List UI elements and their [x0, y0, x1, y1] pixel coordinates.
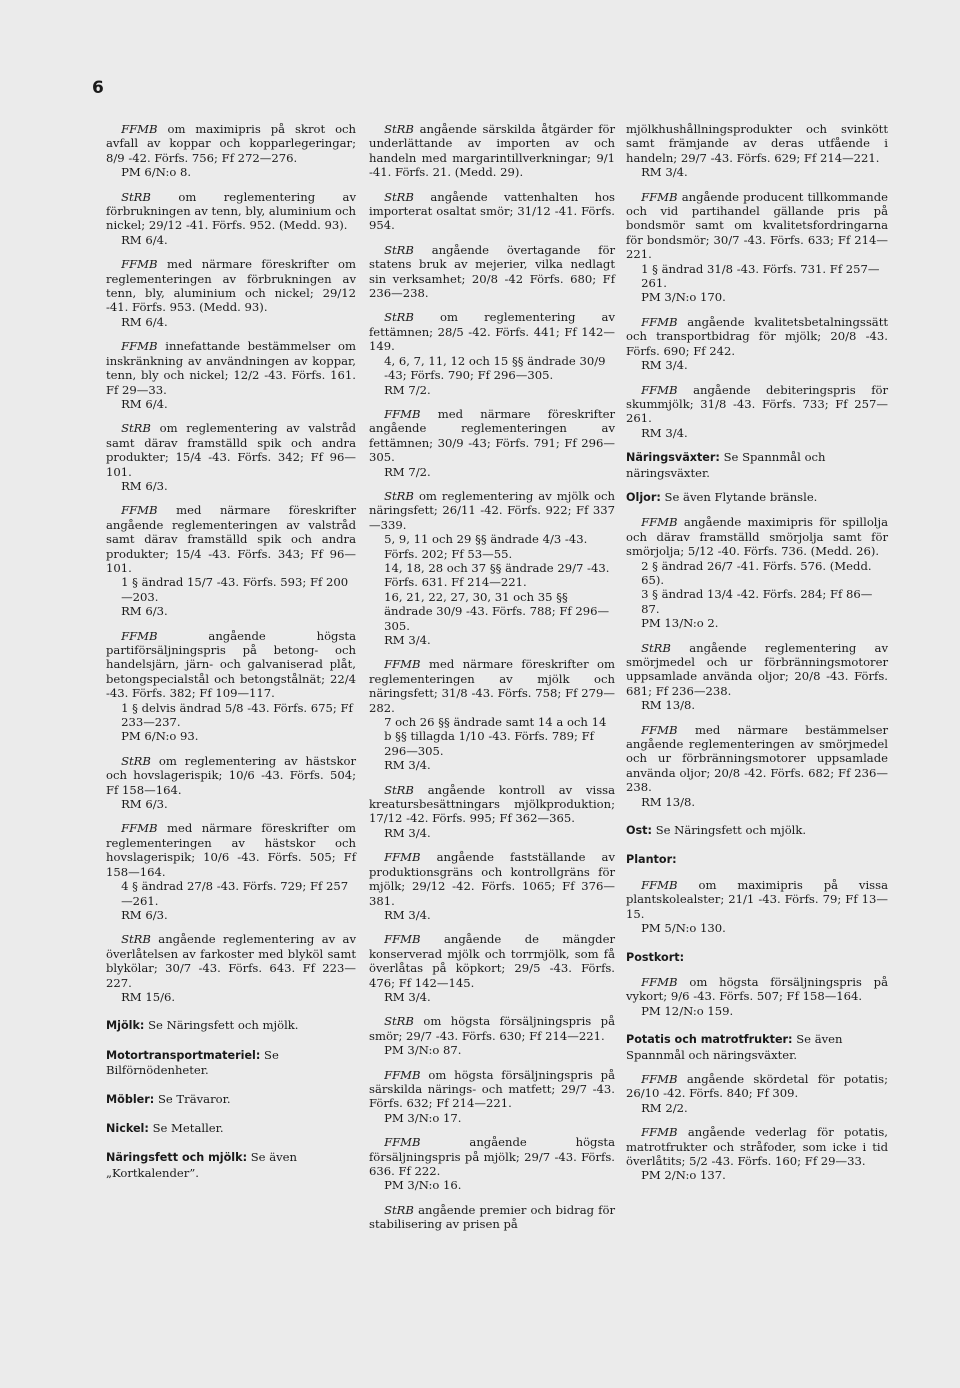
- index-heading: [626, 823, 888, 838]
- entry-body: [369, 1135, 615, 1178]
- index-heading: [626, 450, 888, 480]
- entry-reference: RM 13/8.: [641, 794, 696, 809]
- entry-reference: RM 7/2.: [384, 464, 431, 479]
- entry-text: angående särskilda åtgärder för underlättande av importen av och handeln med margarintillverkningar; 9/1 -41. Förfs. 21. (Medd. 29).: [369, 122, 616, 180]
- entry-reference: RM 3/4.: [384, 989, 431, 1004]
- heading-reference: Se även „Kortkalender”.: [106, 1150, 298, 1180]
- heading-term: Ost:: [626, 824, 652, 838]
- entry-text: angående högsta partiförsäljningspris på betong- och handelsjärn, järn- och galvaniserad plåt, betongspecialstål och betongstålnät; 22/4 -43. Förfs. 382; Ff 109—117.: [106, 628, 356, 701]
- index-heading: [106, 1121, 356, 1136]
- entry-text: om reglementering av valstråd samt därav framställd spik och andra produkter; 15/4 -43. Förfs. 342; Ff 96—101.: [106, 421, 356, 479]
- heading-reference: Se även Spannmål och näringsväxter.: [626, 1032, 843, 1062]
- heading-term: Möbler:: [106, 1092, 155, 1106]
- issuer-abbreviation: FFMB: [121, 503, 158, 518]
- issuer-abbreviation: FFMB: [384, 406, 421, 421]
- entry-reference: 14, 18, 28 och 37 §§ ändrade 29/7 -43. Förfs. 631. Ff 214—221.: [384, 560, 610, 590]
- heading-term: Mjölk:: [106, 1019, 145, 1033]
- heading-reference: Se Metaller.: [152, 1120, 224, 1135]
- entry-reference: PM 12/N:o 159.: [641, 1003, 734, 1018]
- entry-reference: PM 5/N:o 130.: [641, 921, 726, 936]
- index-entry: [369, 489, 615, 647]
- entry-body: [626, 975, 888, 1004]
- issuer-abbreviation: StRB: [384, 1014, 414, 1029]
- entry-text: angående kontroll av vissa kreatursbesättningars mjölkproduktion; 17/12 -42. Förfs. 995; Ff 362—365.: [369, 782, 616, 826]
- issuer-abbreviation: FFMB: [384, 932, 421, 947]
- entry-text: angående maximipris för spillolja och därav framställd smörjolja samt för smörjolja; 5/12 -40. Förfs. 736. (Medd. 26).: [626, 515, 889, 559]
- entry-reference: RM 6/3.: [121, 907, 168, 922]
- entry-body: [626, 641, 888, 699]
- entry-body: [369, 1203, 615, 1232]
- issuer-abbreviation: FFMB: [641, 722, 678, 737]
- index-entry: [369, 407, 615, 479]
- heading-reference: Se även Flytande bränsle.: [664, 489, 818, 504]
- index-entry: [369, 310, 615, 396]
- index-entry: [626, 723, 888, 809]
- entry-body: [106, 821, 356, 879]
- issuer-abbreviation: FFMB: [641, 382, 678, 397]
- entry-text: angående reglementering av smörjmedel och ur förbränningsmotorer uppsamlade använda oljor; 20/8 -43. Förfs. 681; Ff 236—238.: [626, 640, 889, 698]
- entry-text: om högsta försäljningspris på särskilda närings- och matfett; 29/7 -43. Förfs. 632; Ff 214—221.: [369, 1067, 615, 1111]
- index-heading: [106, 1018, 356, 1033]
- entry-reference: RM 3/4.: [641, 165, 688, 180]
- entry-body: [106, 754, 356, 797]
- index-heading: [626, 490, 888, 505]
- issuer-abbreviation: FFMB: [121, 257, 158, 272]
- index-entry: [626, 975, 888, 1018]
- entry-body: [369, 657, 615, 715]
- entry-text: med närmare bestämmelser angående reglementeringen av smörjmedel och ur förbränningsmotorer uppsamlade använda oljor; 20/8 -42. Förfs. 682; Ff 236—238.: [626, 722, 888, 795]
- entry-reference: RM 3/4.: [641, 358, 688, 373]
- entry-body: [369, 932, 615, 990]
- entry-body: [626, 723, 888, 795]
- index-entry: [106, 754, 356, 812]
- issuer-abbreviation: FFMB: [384, 850, 421, 865]
- entry-text: angående skördetal för potatis; 26/10 -42. Förfs. 840; Ff 309.: [626, 1071, 888, 1101]
- entry-text: med närmare föreskrifter om reglementeringen av hästskor och hovslagerispik; 10/6 -43. Förfs. 505; Ff 158—164.: [106, 821, 357, 879]
- entry-body: [369, 850, 615, 908]
- index-entry: [369, 1014, 615, 1057]
- issuer-abbreviation: FFMB: [121, 821, 158, 836]
- entry-reference: RM 2/2.: [641, 1100, 688, 1115]
- entry-text: om maximipris på skrot och avfall av koppar och kopparlegeringar; 8/9 -42. Förfs. 756; Ff 272—276.: [106, 122, 357, 165]
- entry-text: med närmare föreskrifter om reglementeringen av mjölk och näringsfett; 31/8 -43. Förfs. 758; Ff 279—282.: [369, 657, 616, 715]
- column-1: [106, 122, 356, 1190]
- index-heading: [106, 1150, 356, 1180]
- index-entry: [626, 515, 888, 630]
- entry-reference: RM 6/3.: [121, 604, 168, 619]
- entry-body: [369, 489, 615, 532]
- issuer-abbreviation: FFMB: [641, 974, 678, 989]
- entry-text: angående debiteringspris för skummjölk; 31/8 -43. Förfs. 733; Ff 257—261.: [626, 382, 889, 426]
- issuer-abbreviation: StRB: [384, 122, 414, 136]
- entry-reference: PM 3/N:o 17.: [384, 1110, 462, 1125]
- heading-term: Nickel:: [106, 1121, 149, 1135]
- issuer-abbreviation: FFMB: [384, 1135, 421, 1150]
- index-entry: [626, 190, 888, 305]
- issuer-abbreviation: StRB: [121, 932, 151, 947]
- entry-body: [106, 257, 356, 315]
- entry-reference: 2 § ändrad 26/7 -41. Förfs. 576. (Medd. 65).: [641, 558, 872, 587]
- entry-reference: RM 3/4.: [384, 825, 431, 840]
- entry-reference: 1 § ändrad 15/7 -43. Förfs. 593; Ff 200—203.: [121, 575, 349, 604]
- entry-body: [626, 383, 888, 426]
- entry-reference: PM 3/N:o 170.: [641, 290, 726, 305]
- issuer-abbreviation: StRB: [384, 189, 414, 204]
- entry-reference: RM 6/4.: [121, 396, 168, 411]
- entry-text: angående kvalitetsbetalningssätt och transportbidrag för mjölk; 20/8 -43. Förfs. 690; Ff 242.: [626, 314, 889, 358]
- issuer-abbreviation: FFMB: [641, 515, 678, 530]
- issuer-abbreviation: FFMB: [384, 1067, 421, 1082]
- index-heading: [106, 1092, 356, 1107]
- index-entry: [106, 122, 356, 180]
- entry-body: [106, 122, 356, 165]
- entry-body: [626, 315, 888, 358]
- entry-text: angående premier och bidrag för stabilisering av prisen på: [369, 1202, 615, 1232]
- entry-text: om maximipris på vissa plantskolealster; 21/1 -43. Förfs. 79; Ff 13—15.: [626, 877, 888, 921]
- entry-reference: PM 2/N:o 137.: [641, 1168, 726, 1183]
- entry-text: om högsta försäljningspris på vykort; 9/6 -43. Förfs. 507; Ff 158—164.: [626, 974, 888, 1004]
- index-entry: [369, 190, 615, 233]
- entry-reference: RM 3/4.: [384, 633, 431, 647]
- index-entry: [626, 1072, 888, 1115]
- heading-term: Potatis och matrotfrukter:: [626, 1033, 793, 1047]
- heading-reference: Se Bilförnödenheter.: [106, 1047, 279, 1078]
- issuer-abbreviation: FFMB: [384, 657, 421, 672]
- entry-body: [106, 629, 356, 701]
- index-entry: [106, 421, 356, 493]
- entry-body: [369, 783, 615, 826]
- index-heading: [106, 1048, 356, 1078]
- entry-text: med närmare föreskrifter angående reglementeringen av fettämnen; 30/9 -43; Förfs. 791; Ff 296—305.: [369, 406, 615, 465]
- issuer-abbreviation: FFMB: [121, 122, 158, 136]
- entry-body: [626, 122, 888, 165]
- entry-reference: 4 § ändrad 27/8 -43. Förfs. 729; Ff 257—261.: [121, 879, 349, 908]
- issuer-abbreviation: StRB: [384, 782, 414, 797]
- entry-reference: 4, 6, 7, 11, 12 och 15 §§ ändrade 30/9 -43; Förfs. 790; Ff 296—305.: [384, 353, 606, 383]
- entry-reference: PM 6/N:o 8.: [121, 165, 192, 180]
- entry-reference: PM 13/N:o 2.: [641, 616, 719, 631]
- index-entry: [626, 383, 888, 441]
- heading-term: Motortransportmateriel:: [106, 1048, 261, 1062]
- index-entry: [626, 122, 888, 180]
- index-entry: [369, 932, 615, 1004]
- entry-text: angående vederlag för potatis, matrotfrukter och stråfoder, som icke i tid överlåtits; 5/2 -43. Förfs. 160; Ff 29—33.: [626, 1125, 888, 1168]
- index-entry: [626, 641, 888, 713]
- index-entry: [106, 339, 356, 411]
- entry-text: angående producent tillkommande och vid partihandel gällande pris på bondsmör samt om kvalitetsfordringarna för bondsmör; 30/7 -43. Förfs. 633; Ff 214—221.: [626, 189, 888, 262]
- entry-body: [106, 932, 356, 990]
- entry-reference: RM 6/4.: [121, 314, 168, 329]
- issuer-abbreviation: FFMB: [641, 189, 678, 204]
- entry-text: med närmare föreskrifter om reglementeringen av förbrukningen av tenn, bly, aluminium och nickel; 29/12 -41. Förfs. 953. (Medd. 93).: [106, 257, 357, 315]
- issuer-abbreviation: StRB: [384, 1202, 414, 1217]
- entry-body: [106, 339, 356, 397]
- issuer-abbreviation: StRB: [641, 640, 671, 655]
- entry-text: om reglementering av förbrukningen av tenn, bly, aluminium och nickel; 29/12 -41. Förfs. 952. (Medd. 93).: [106, 189, 356, 233]
- entry-text: angående de mängder konserverad mjölk och torrmjölk, som få överlåtas på köpkort; 29/5 -43. Förfs. 476; Ff 142—145.: [369, 932, 615, 990]
- issuer-abbreviation: StRB: [384, 242, 414, 257]
- page-number: 6: [92, 78, 104, 98]
- entry-reference: RM 3/4.: [384, 758, 431, 773]
- index-entry: [369, 243, 615, 301]
- entry-body: [369, 1014, 615, 1043]
- index-entry: [626, 878, 888, 936]
- entry-reference: RM 6/3.: [121, 478, 168, 493]
- entry-text: angående reglementering av av överlåtelsen av farkoster med blyköl samt blykölar; 30/7 -43. Förfs. 643. Ff 223—227.: [106, 932, 356, 990]
- index-heading: [626, 950, 888, 965]
- entry-body: [369, 190, 615, 233]
- issuer-abbreviation: FFMB: [641, 877, 678, 892]
- entry-text: om reglementering av hästskor och hovslagerispik; 10/6 -43. Förfs. 504; Ff 158—164.: [106, 753, 357, 797]
- entry-reference: RM 3/4.: [641, 425, 688, 440]
- index-entry: [369, 657, 615, 772]
- index-entry: [106, 629, 356, 744]
- index-heading: [626, 852, 888, 867]
- index-entry: [626, 1125, 888, 1183]
- heading-reference: Se Trävaror.: [157, 1091, 231, 1106]
- heading-reference: Se Näringsfett och mjölk.: [148, 1018, 299, 1033]
- entry-body: [369, 243, 615, 301]
- entry-body: [369, 122, 615, 180]
- entry-body: [626, 1072, 888, 1101]
- column-3: [626, 122, 888, 1193]
- entry-text: angående högsta försäljningspris på mjölk; 29/7 -43. Förfs. 636. Ff 222.: [369, 1135, 615, 1178]
- entry-reference: 5, 9, 11 och 29 §§ ändrade 4/3 -43. Förfs. 202; Ff 53—55.: [384, 532, 588, 561]
- index-entry: [369, 1135, 615, 1193]
- entry-body: [106, 421, 356, 479]
- entry-reference: PM 3/N:o 16.: [384, 1178, 462, 1193]
- index-entry: [369, 1203, 615, 1232]
- issuer-abbreviation: StRB: [121, 753, 151, 768]
- entry-reference: RM 3/4.: [384, 907, 431, 922]
- entry-reference: 16, 21, 22, 27, 30, 31 och 35 §§ ändrade 30/9 -43. Förfs. 788; Ff 296—305.: [384, 589, 610, 633]
- index-entry: [369, 783, 615, 841]
- index-heading: [626, 1032, 888, 1062]
- entry-body: [106, 503, 356, 575]
- entry-reference: 1 § ändrad 31/8 -43. Förfs. 731. Ff 257—261.: [641, 261, 880, 291]
- heading-term: Näringsväxter:: [626, 451, 720, 465]
- entry-text: om högsta försäljningspris på smör; 29/7 -43. Förfs. 630; Ff 214—221.: [369, 1014, 615, 1043]
- entry-body: [106, 190, 356, 233]
- entry-reference: 1 § delvis ändrad 5/8 -43. Förfs. 675; Ff 233—237.: [121, 700, 353, 730]
- entry-body: [369, 1068, 615, 1111]
- issuer-abbreviation: StRB: [121, 189, 151, 204]
- index-entry: [106, 503, 356, 618]
- issuer-abbreviation: StRB: [384, 488, 414, 503]
- entry-text: angående fastställande av produktionsgräns och kontrollgräns för mjölk; 29/12 -42. Förfs. 1065; Ff 376—381.: [369, 850, 615, 908]
- index-entry: [106, 190, 356, 248]
- index-entry: [369, 122, 615, 180]
- heading-term: Oljor:: [626, 490, 661, 504]
- entry-body: [369, 310, 615, 353]
- index-entry: [626, 315, 888, 373]
- heading-term: Plantor:: [626, 853, 677, 867]
- heading-reference: Se Spannmål och näringsväxter.: [626, 450, 826, 480]
- index-entry: [369, 850, 615, 922]
- entry-text: om reglementering av fettämnen; 28/5 -42. Förfs. 441; Ff 142—149.: [369, 310, 616, 354]
- issuer-abbreviation: FFMB: [641, 1125, 678, 1140]
- index-entry: [369, 1068, 615, 1126]
- entry-text: angående vattenhalten hos importerat osaltat smör; 31/12 -41. Förfs. 954.: [369, 189, 615, 233]
- entry-reference: PM 3/N:o 87.: [384, 1043, 462, 1058]
- entry-body: [626, 878, 888, 921]
- entry-text: angående övertagande för statens bruk av mejerier, vilka nedlagt sin verksamhet; 20/8 -42 Förfs. 680; Ff 236—238.: [369, 242, 615, 301]
- entry-reference: RM 13/8.: [641, 698, 696, 713]
- entry-body: [626, 515, 888, 558]
- entry-text: om reglementering av mjölk och näringsfett; 26/11 -42. Förfs. 922; Ff 337—339.: [369, 488, 616, 532]
- entry-body: [626, 1125, 888, 1168]
- heading-term: Postkort:: [626, 950, 685, 964]
- index-entry: [106, 821, 356, 922]
- heading-term: Näringsfett och mjölk:: [106, 1151, 248, 1165]
- issuer-abbreviation: FFMB: [641, 1071, 678, 1086]
- index-entry: [106, 257, 356, 329]
- entry-body: [626, 190, 888, 262]
- entry-reference: RM 6/4.: [121, 232, 168, 247]
- issuer-abbreviation: FFMB: [121, 339, 158, 354]
- entry-reference: 7 och 26 §§ ändrade samt 14 a och 14 b §§ tillagda 1/10 -43. Förfs. 789; Ff 296—305.: [384, 715, 607, 758]
- entry-reference: RM 7/2.: [384, 382, 431, 397]
- index-entry: [106, 932, 356, 1004]
- column-2: [369, 122, 615, 1242]
- entry-reference: RM 15/6.: [121, 989, 176, 1004]
- entry-reference: RM 6/3.: [121, 797, 168, 812]
- entry-text: med närmare föreskrifter angående reglementeringen av valstråd samt därav framställd spik och andra produkter; 15/4 -43. Förfs. 343; Ff 96—101.: [106, 503, 356, 575]
- heading-reference: Se Näringsfett och mjölk.: [655, 823, 807, 838]
- entry-text: mjölkhushållningsprodukter och svinkött samt främjande av deras utfående i handeln; 29/7 -43. Förfs. 629; Ff 214—221.: [626, 122, 888, 165]
- issuer-abbreviation: FFMB: [121, 628, 158, 643]
- entry-body: [369, 407, 615, 465]
- entry-reference: PM 6/N:o 93.: [121, 729, 199, 744]
- issuer-abbreviation: FFMB: [641, 314, 678, 329]
- issuer-abbreviation: StRB: [384, 310, 414, 325]
- entry-reference: 3 § ändrad 13/4 -42. Förfs. 284; Ff 86—87.: [641, 587, 873, 616]
- entry-text: innefattande bestämmelser om inskränkning av användningen av koppar, tenn, bly och nickel; 12/2 -43. Förfs. 161. Ff 29—33.: [106, 339, 356, 397]
- issuer-abbreviation: StRB: [121, 421, 151, 436]
